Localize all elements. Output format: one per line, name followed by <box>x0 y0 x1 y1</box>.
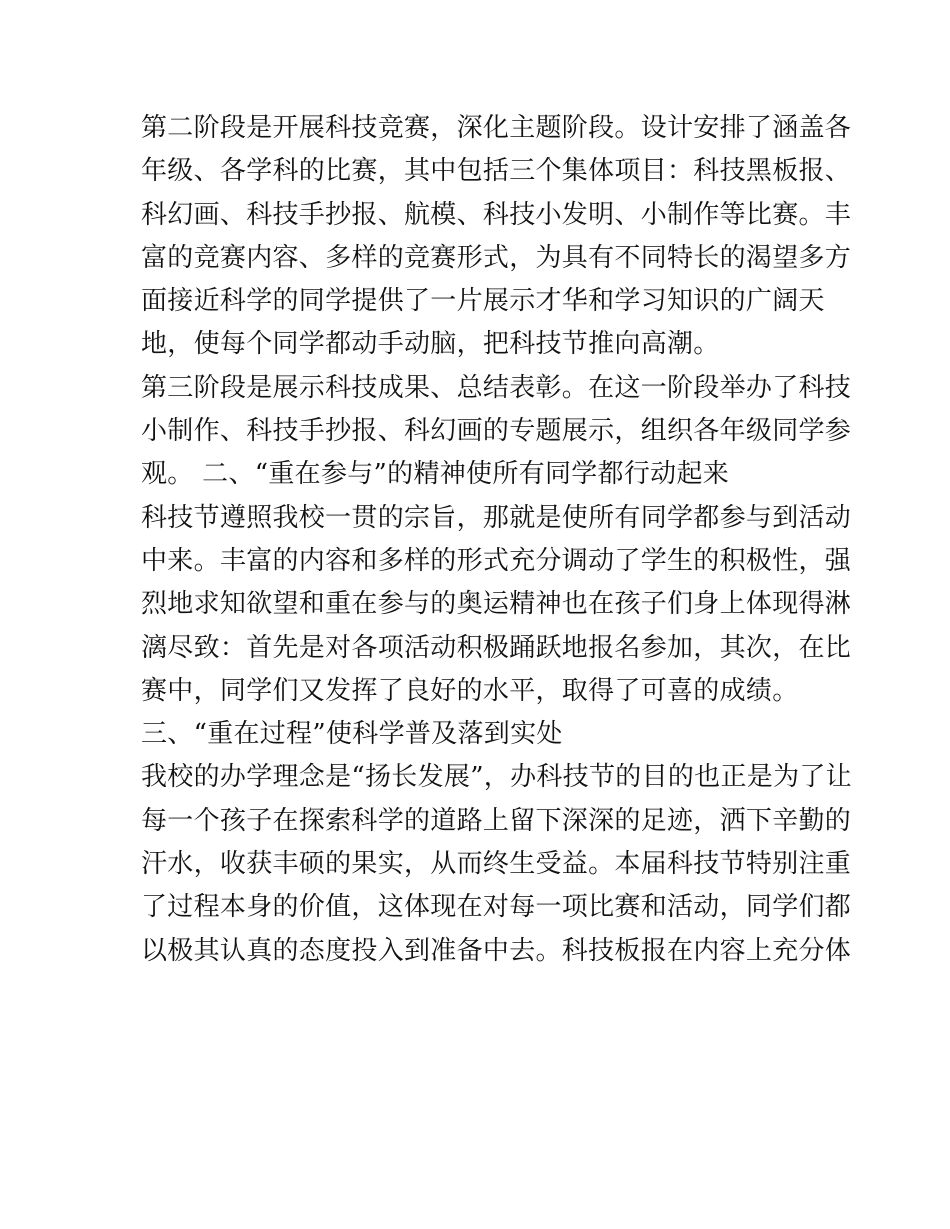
text-line: 面接近科学的同学提供了一片展示才华和学习知识的广阔天 <box>141 286 825 317</box>
text-line: 中来。丰富的内容和多样的形式充分调动了学生的积极性，强 <box>141 545 852 576</box>
text-line: 年级、各学科的比赛，其中包括三个集体项目：科技黑板报、 <box>141 156 852 187</box>
text-line: 烈地求知欲望和重在参与的奥运精神也在孩子们身上体现得淋 <box>141 589 852 620</box>
text-line: 以极其认真的态度投入到准备中去。科技板报在内容上充分体 <box>141 935 852 966</box>
text-line: 小制作、科技手抄报、科幻画的专题展示，组织各年级同学参 <box>141 416 852 447</box>
text-line: 地，使每个同学都动手动脑，把科技节推向高潮。 <box>141 329 720 360</box>
text-line: 科幻画、科技手抄报、航模、科技小发明、小制作等比赛。丰 <box>141 199 852 230</box>
text-line: 漓尽致：首先是对各项活动积极踊跃地报名参加，其次，在比 <box>141 632 852 663</box>
text-line: 观。 二、“重在参与”的精神使所有同学都行动起来 <box>141 459 730 490</box>
text-line: 三、“重在过程”使科学普及落到实处 <box>141 719 563 750</box>
text-line: 了过程本身的价值，这体现在对每一项比赛和活动，同学们都 <box>141 892 852 923</box>
text-line: 第二阶段是开展科技竞赛，深化主题阶段。设计安排了涵盖各 <box>141 113 852 143</box>
text-line: 第三阶段是展示科技成果、总结表彰。在这一阶段举办了科技 <box>141 372 852 403</box>
text-line: 赛中，同学们又发挥了良好的水平，取得了可喜的成绩。 <box>141 675 799 706</box>
text-line: 我校的办学理念是“扬长发展”，办科技节的目的也正是为了让 <box>141 762 852 793</box>
text-line: 每一个孩子在探索科学的道路上留下深深的足迹，洒下辛勤的 <box>141 805 852 836</box>
text-line: 汗水，收获丰硕的果实，从而终生受益。本届科技节特别注重 <box>141 849 852 880</box>
text-line: 科技节遵照我校一贯的宗旨，那就是使所有同学都参与到活动 <box>141 502 852 533</box>
text-line: 富的竞赛内容、多样的竞赛形式，为具有不同特长的渴望多方 <box>141 242 852 273</box>
body-text <box>141 107 852 973</box>
